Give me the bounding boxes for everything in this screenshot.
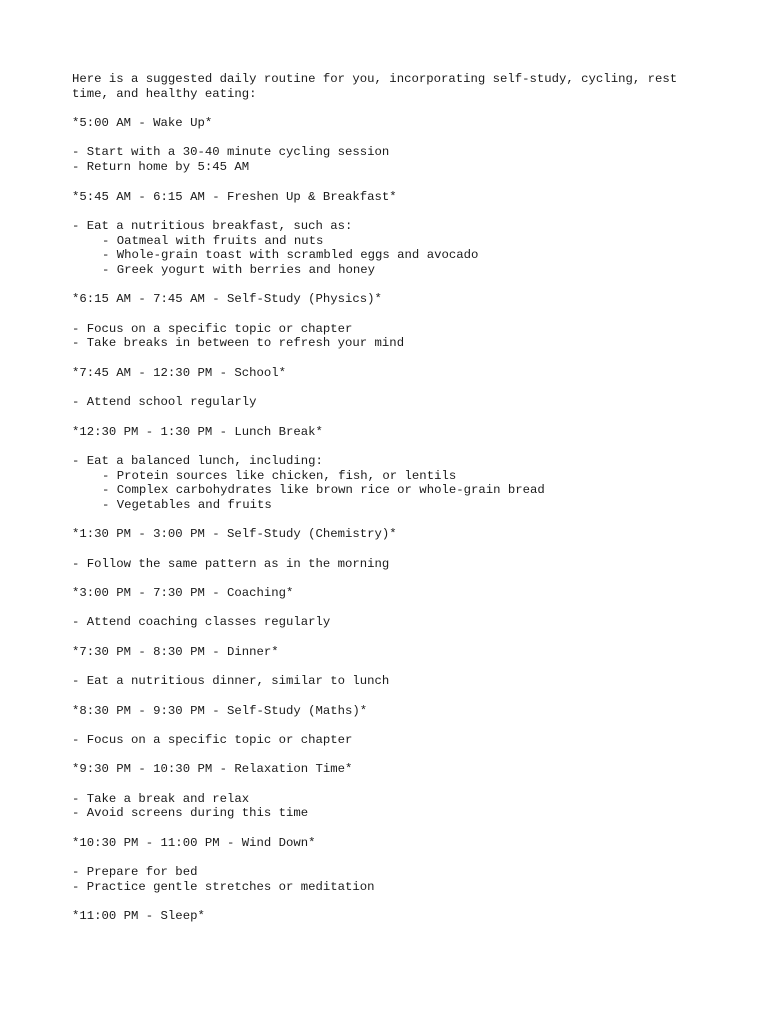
section-heading: *5:00 AM - Wake Up* (72, 116, 213, 131)
intro-paragraph (72, 72, 712, 101)
blank-line (72, 748, 712, 763)
blank-line (72, 439, 712, 454)
section-heading: *9:30 PM - 10:30 PM - Relaxation Time* (72, 762, 353, 777)
section-heading: *7:30 PM - 8:30 PM - Dinner* (72, 644, 279, 659)
list-item: - Attend school regularly (72, 395, 257, 410)
blank-line (72, 278, 712, 293)
list-item: - Eat a nutritious dinner, similar to lunch (72, 674, 390, 689)
blank-line (72, 895, 712, 910)
blank-line (72, 351, 712, 366)
sub-list-item: - Vegetables and fruits (102, 497, 272, 512)
blank-line (72, 513, 712, 528)
blank-line (72, 821, 712, 836)
blank-line (72, 601, 712, 616)
list-item: - Follow the same pattern as in the morning (72, 556, 390, 571)
sub-list-item: - Complex carbohydrates like brown rice or whole-grain bread (102, 483, 545, 498)
list-item: - Eat a balanced lunch, including: (72, 453, 323, 468)
sub-list-item: - Whole-grain toast with scrambled eggs and avocado (102, 248, 479, 263)
list-item: - Practice gentle stretches or meditation (72, 879, 375, 894)
blank-line (72, 204, 712, 219)
blank-line (72, 410, 712, 425)
blank-line (72, 380, 712, 395)
blank-line (72, 689, 712, 704)
list-item: - Take breaks in between to refresh your mind (72, 336, 405, 351)
section-heading: *7:45 AM - 12:30 PM - School* (72, 365, 287, 380)
blank-line (72, 850, 712, 865)
blank-line (72, 307, 712, 322)
blank-line (72, 630, 712, 645)
section-heading: *5:45 AM - 6:15 AM - Freshen Up & Breakfast* (72, 189, 397, 204)
list-item: - Eat a nutritious breakfast, such as: (72, 218, 353, 233)
intro-line: time, and healthy eating: (72, 86, 257, 101)
blank-line (72, 101, 712, 116)
intro-line: Here is a suggested daily routine for you, incorporating self-study, cycling, rest (72, 72, 678, 86)
section-heading: *11:00 PM - Sleep* (72, 909, 205, 924)
section-heading: *3:00 PM - 7:30 PM - Coaching* (72, 586, 294, 601)
list-item: - Avoid screens during this time (72, 806, 309, 821)
sub-list-item: - Oatmeal with fruits and nuts (102, 233, 324, 248)
blank-line (72, 777, 712, 792)
list-item: - Focus on a specific topic or chapter (72, 732, 353, 747)
section-heading: *6:15 AM - 7:45 AM - Self-Study (Physics)* (72, 292, 382, 307)
section-heading: *12:30 PM - 1:30 PM - Lunch Break* (72, 424, 323, 439)
schedule-sections (72, 101, 712, 924)
blank-line (72, 542, 712, 557)
sub-list-item: - Protein sources like chicken, fish, or lentils (102, 468, 457, 483)
blank-line (72, 660, 712, 675)
blank-line (72, 718, 712, 733)
list-item: - Return home by 5:45 AM (72, 160, 250, 175)
list-item: - Start with a 30-40 minute cycling session (72, 145, 390, 160)
list-item: - Focus on a specific topic or chapter (72, 321, 353, 336)
blank-line (72, 571, 712, 586)
sub-list-item: - Greek yogurt with berries and honey (102, 262, 376, 277)
list-item: - Prepare for bed (72, 865, 198, 880)
section-heading: *8:30 PM - 9:30 PM - Self-Study (Maths)* (72, 703, 368, 718)
list-item: - Take a break and relax (72, 791, 250, 806)
blank-line (72, 131, 712, 146)
section-heading: *10:30 PM - 11:00 PM - Wind Down* (72, 835, 316, 850)
list-item: - Attend coaching classes regularly (72, 615, 331, 630)
blank-line (72, 175, 712, 190)
section-heading: *1:30 PM - 3:00 PM - Self-Study (Chemistry)* (72, 527, 397, 542)
document-body (72, 72, 712, 924)
